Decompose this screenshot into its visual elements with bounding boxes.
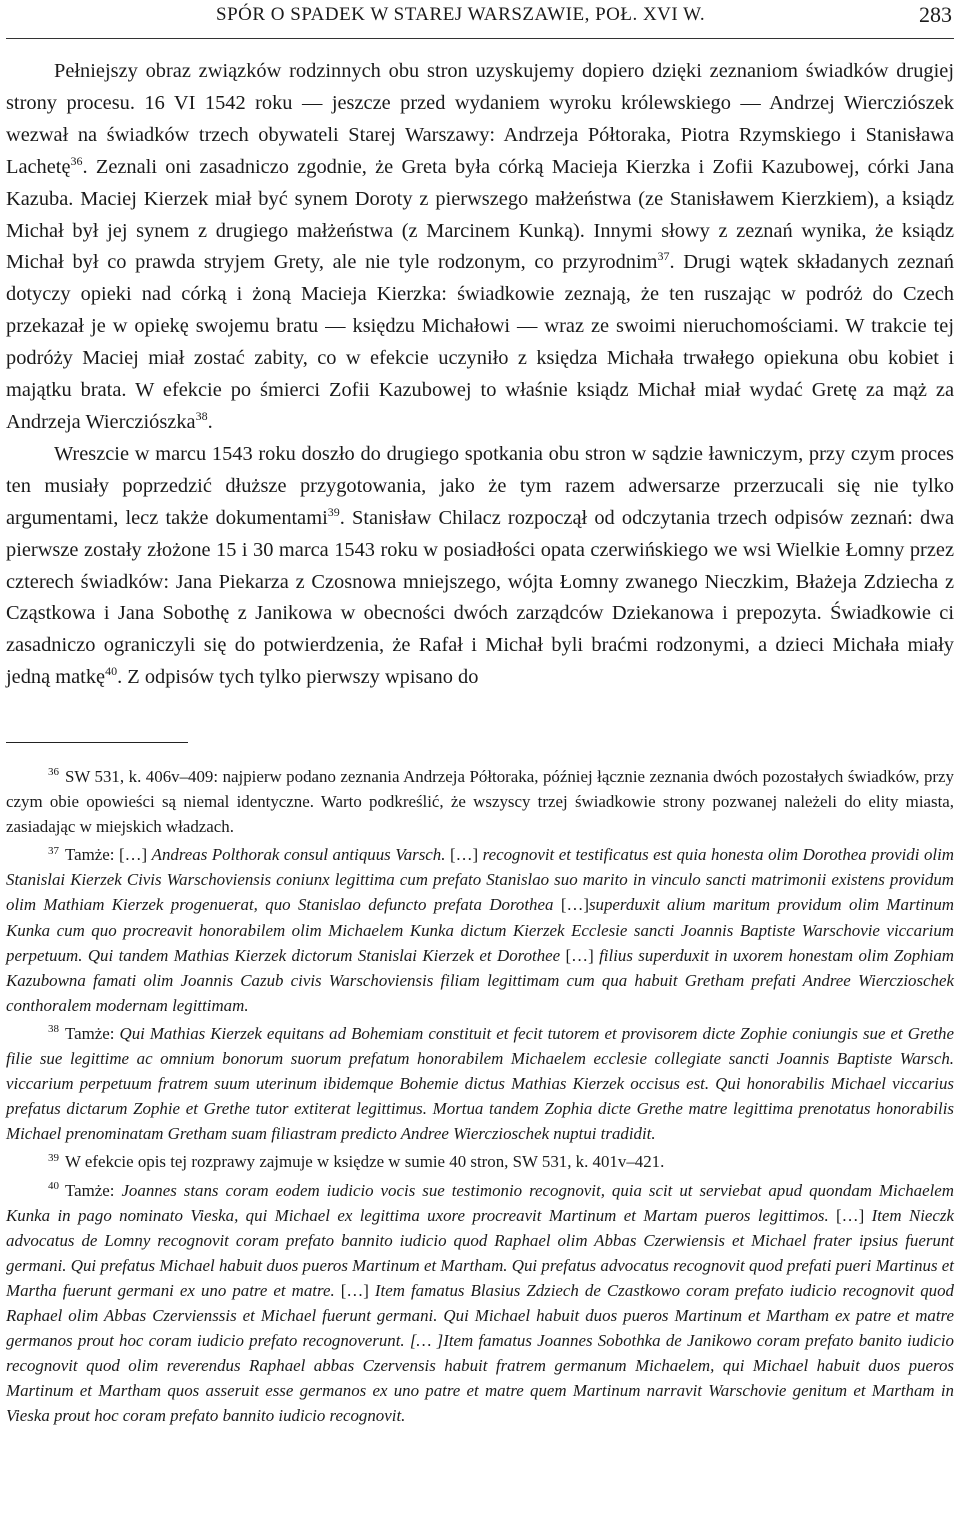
paragraph-1 xyxy=(6,56,954,439)
footnote-text: […] xyxy=(828,1205,872,1225)
footnote-38 xyxy=(6,1021,954,1146)
footnote-ref-39[interactable]: 39 xyxy=(327,504,340,519)
paragraph-2-part-c: . Z odpisów tych tylko pierwszy wpisano do xyxy=(117,666,479,689)
footnote-ref-36[interactable]: 36 xyxy=(70,153,83,168)
footnote-ref-37[interactable]: 37 xyxy=(657,249,670,264)
footnote-39 xyxy=(6,1149,954,1174)
paragraph-1-part-c: . Drugi wątek składanych zeznań dotyczy opieki nad córką i żoną Macieja Kierzka: świadkowie zeznają, że ten ruszając w podróż do Czech przekazał je w opiekę swojemu bratu — księdzu Michałowi — wraz ze swoimi nieruchomościami. W trakcie tej podróży Maciej miał zostać zabity, co w efekcie uczyniło z księdza Michała trwałego opiekuna obu kobiet i majątku brata. W efekcie po śmierci Zofii Kazubowej to właśnie ksiądz Michał miał wydać Gretę za mąż za Andrzeja Wiercziószka xyxy=(6,251,954,433)
footnote-divider xyxy=(6,742,188,743)
paragraph-2-part-b: . Stanisław Chilacz rozpoczął od odczytania trzech odpisów zeznań: dwa pierwsze zostały złożone 15 i 30 marca 1543 roku w posiadłości opata czerwińskiego we wsi Wielkie Łomny przez czterech świadków: Jana Piekarza z Czosnowa mniejszego, wójta Łomny zwanego Nieczkim, Błażeja Zdziecha z Cząstkowa i Jana Sobothę z Janikowa w obecności dwóch zarządców Dziekanowa i prepozyta. Świadkowie ci zasadniczo ograniczyli się do potwierdzenia, że Rafał i Michał byli braćmi rodzonymi, a dzieci Michała miały jedną matkę xyxy=(6,506,954,689)
running-header xyxy=(6,0,954,39)
footnote-latin: Item famatus Blasius Zdziech de Czastkowo coram prefato iudicio recognovit quod Raphael olim Abbas Czervienssis et Michael fuerunt germani. Qui Michael habuit duos pueros Martinum et Martham ex patre et matre germanos prout hoc coram iudicio prefato recognoverunt. [… ]Item famatus Joannes Sobothka de Janikowo coram prefato banito iudicio recognovit quod olim reverendus Raphael abbas Czervensis habuit fratrem germanum Michaelem, qui Michael habuit duos pueros Martinum et Martham quos asseruit esse germanos ex uno patre et matre quem Martinum narravit Warschovie genitum et Martham in Vieska prout hoc coram prefato bannito iudicio recognovit. xyxy=(6,1280,954,1426)
footnote-text: […] xyxy=(553,895,589,915)
footnote-text: Tamże: xyxy=(65,1180,122,1200)
footnote-latin: Joannes stans coram eodem iudicio vocis sue testimonio recognovit, quia scit ut serviebat apud quondam Michaelem Kunka in pago nominato Vieska, qui Michael ex legittima uxore procreavit Martinum et Martam pueros legittimos. xyxy=(6,1180,954,1225)
footnote-text: […] xyxy=(445,845,483,865)
footnote-text: Tamże: xyxy=(65,1023,120,1043)
footnote-text: W efekcie opis tej rozprawy zajmuje w księdze w sumie 40 stron, SW 531, k. 401v–421. xyxy=(65,1152,665,1172)
footnote-number: 40 xyxy=(48,1179,59,1192)
footnote-36 xyxy=(6,764,954,839)
footnote-number: 38 xyxy=(48,1023,59,1036)
paragraph-2 xyxy=(6,439,954,694)
paragraph-2-part-a: Wreszcie w marcu 1543 roku doszło do drugiego spotkania obu stron w sądzie ławniczym, przy czym proces ten musiały poprzedzić dłuższe przygotowania, jako że tym razem adwersarze przerzucali się nie tylko argumentami, lecz także dokumentami xyxy=(6,442,954,529)
footnote-number: 36 xyxy=(48,766,59,779)
footnote-text: […] xyxy=(334,1280,375,1300)
footnote-text: […] xyxy=(560,945,600,965)
main-text xyxy=(6,56,954,694)
footnote-37 xyxy=(6,842,954,1018)
footnote-text: Tamże: […] xyxy=(65,845,152,865)
footnote-latin: Qui Mathias Kierzek equitans ad Bohemiam constituit et fecit tutorem et provisorem dicte Zophie coniungis sue et Grethe filie sue legittime ac omnium bonorum suorum prefatum honorabilem Michaelem ecclesie collegiate sancti Joannis Baptiste Warsch. viccarium perpetuum fratrem suum uterinum ibidemque Bohemie dictus Mathias Kierzek occisus est. Qui honorabilis Michael viccarius prefatus dictarum Zophie et Grethe tutor extiterat legittimus. Mortua tandem Zophia dicte Grethe matre legittima prenotatus honorabilis Michael prenominatam Gretham suam filiastram predicto Andree Wiercziosсhek nuptui tradidit. xyxy=(6,1023,955,1144)
footnote-latin: Andreas Polthorak consul antiquus Varsch. xyxy=(151,845,446,865)
footnote-latin: recognovit et testificatus est quia honesta olim Dorothea providi olim Stanislai Kierzek Civis Warschoviensis coniunx legittima cum prefato Stanislao suo marito in vinculo sancti matrimonii existens providum olim Mathiam Kierzek progenuerat, quo Stanislao defuncto prefata Dorothea xyxy=(6,845,954,915)
footnote-latin: filius superduxit in uxorem honestam olim Zophiam Kazubowna famati olim Joannis Cazub civis Warschoviensis filiam legittimam cum qua habuit Gretham prefati Andree Wiercziosсhek conthoralem modernam legittimam. xyxy=(6,945,954,1015)
running-title: SPÓR O SPADEK W STAREJ WARSZAWIE, POŁ. XVI W. xyxy=(216,4,706,25)
footnote-ref-38[interactable]: 38 xyxy=(195,409,208,424)
paragraph-1-part-d: . xyxy=(207,410,213,433)
footnote-number: 39 xyxy=(48,1151,59,1164)
paragraph-1-part-a: Pełniejszy obraz związków rodzinnych obu stron uzyskujemy dopiero dzięki zeznaniom świadków drugiej strony procesu. 16 VI 1542 roku — jeszcze przed wydaniem wyroku królewskiego — Andrzej Wiercziószek wezwał na świadków trzech obywateli Starej Warszawy: Andrzeja Półtoraka, Piotra Rzymskiego i Stanisława Lachetę xyxy=(6,60,954,178)
footnote-text: SW 531, k. 406v–409: najpierw podano zeznania Andrzeja Półtoraka, później łącznie zeznania dwóch pozostałych świadków, przy czym obie opowieści są niemal identyczne. Warto podkreślić, że wszyscy trzej świadkowie strony pozwanej należeli do elity miasta, zasiadając w miejskich władzach. xyxy=(6,767,954,837)
footnotes xyxy=(6,764,954,1431)
footnote-latin: Item Nieczk advocatus de Lomny recognovit coram prefato bannito iudicio quod Raphael olim Abbas Czerwiensis et Michael frater ipsius fuerunt germani. Qui prefatus Michael habuit duos pueros Martinum et Martham. Qui prefatus advocatus recognovit quod prefati pueri Martinus et Martha fuerunt germani ex uno patre et matre. xyxy=(6,1205,954,1300)
page-number: 283 xyxy=(919,2,952,27)
footnote-ref-40[interactable]: 40 xyxy=(105,664,118,679)
footnote-40 xyxy=(6,1178,954,1429)
footnote-number: 37 xyxy=(48,844,59,857)
paragraph-1-part-b: . Zeznali oni zasadniczo zgodnie, że Greta była córką Macieja Kierzka i Zofii Kazubowej, córki Jana Kazuba. Maciej Kierzek miał być synem Doroty z pierwszego małżeństwa (ze Stanisławem Kierzkiem), a ksiądz Michał był jej synem z drugiego małżeństwa (z Marcinem Kunką). Innymi słowy z zeznań wynika, że ksiądz Michał był co prawda stryjem Grety, ale nie tyle rodzonym, co przyrodnim xyxy=(6,155,954,274)
footnote-latin: superduxit alium maritum providum olim Martinum Kunka cum quo procreavit honorabilem olim Michaelem Kunka dictum Kierzek Ecclesie sancti Joannis Baptiste Warschovie viccarium perpetuum. Qui tandem Mathias Kierzek dictorum Stanislai Kierzek et Dorothee xyxy=(6,895,954,965)
